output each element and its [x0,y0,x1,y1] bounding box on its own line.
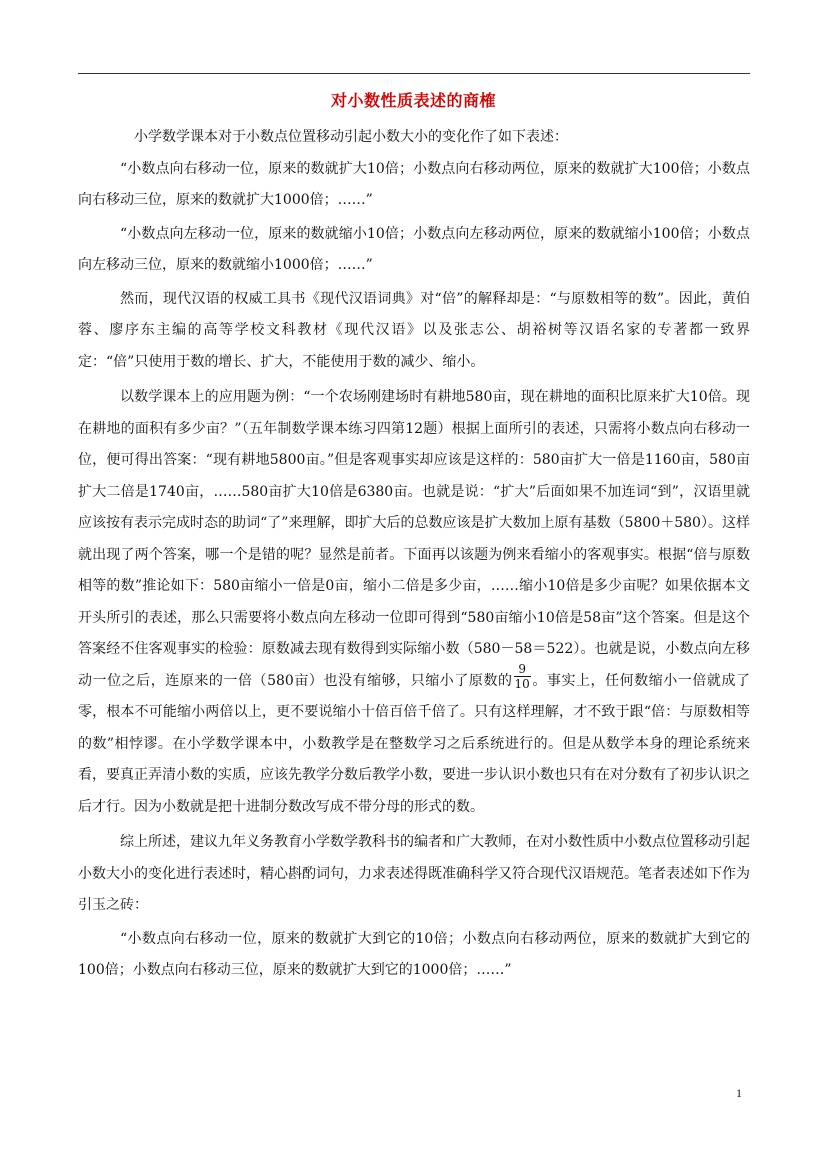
paragraph-proposal: “小数点向右移动一位，原来的数就扩大到它的10倍；小数点向右移动两位，原来的数就扩大到它的100倍；小数点向右移动三位，原来的数就扩大到它的1000倍；……” [78,930,750,978]
fraction-denominator: 10 [514,677,530,691]
paragraph-conclusion: 综上所述，建议九年义务教育小学数学教科书的编者和广大教师，在对小数性质中小数点位置移动引起小数大小的变化进行表述时，精心斟酌词句，力求表述得既准确科学又符合现代汉语规范。笔者表述如下作为引玉之砖： [78,834,750,913]
document-body [78,122,750,987]
fraction-nine-tenths [514,662,531,691]
paragraph-quote-left: “小数点向左移动一位，原来的数就缩小10倍；小数点向左移动两位，原来的数就缩小100倍；小数点向左移动三位，原来的数就缩小1000倍；……” [78,225,750,273]
paragraph-dictionary: 然而，现代汉语的权威工具书《现代汉语词典》对“倍”的解释却是：“与原数相等的数”。因此，黄伯蓉、廖序东主编的高等学校文科教材《现代汉语》以及张志公、胡裕树等汉语名家的专著都一致界定：“倍”只使用于数的增长、扩大，不能使用于数的减少、缩小。 [78,290,750,370]
header-rule [78,73,750,74]
document-title: 对小数性质表述的商榷 [330,91,496,110]
example-text-part2: 。事实上，任何数缩小一倍就成了零，根本不可能缩小两倍以上，更不要说缩小十倍百倍千倍了。只有这样理解，才不致于跟“倍：与原数相等的数”相悖谬。在小学数学课本中，小数教学是在整数学习之后系统进行的。但是从数学本身的理论系统来看，要真正弄清小数的实质，应该先教学分数后教学小数，要进一步认识小数也只有在对分数有了初步认识之后才行。因为小数就是把十进制分数改写成不带分母的形式的数。 [78,672,750,815]
page-number: 1 [736,1086,742,1100]
paragraph-intro: 小学数学课本对于小数点位置移动引起小数大小的变化作了如下表述： [134,129,568,145]
fraction-numerator: 9 [514,662,531,677]
paragraph-quote-right: “小数点向右移动一位，原来的数就扩大10倍；小数点向右移动两位，原来的数就扩大100倍；小数点向右移动三位，原来的数就扩大1000倍；……” [78,160,750,208]
paragraph-example [78,382,750,823]
example-text-part1: 以数学课本上的应用题为例：“一个农场刚建场时有耕地580亩，现在耕地的面积比原来扩大10倍。现在耕地的面积有多少亩？”（五年制数学课本练习四第12题）根据上面所引的表述，只需将小数点向右移动一位，便可得出答案：“现有耕地5800亩。”但是客观事实却应该是这样的：580亩扩大一倍是1160亩，580亩扩大二倍是1740亩，……580亩扩大10倍是6380亩。也就是说：“扩大”后面如果不加连词“到”，汉语里就应该按有表示完成时态的助词“了”来理解，即扩大后的总数应该是扩大数加上原有基数（5800＋580）。这样就出现了两个答案，哪一个是错的呢？显然是前者。下面再以该题为例来看缩小的客观事实。根据“倍与原数相等的数”推论如下：580亩缩小一倍是0亩，缩小二倍是多少亩，……缩小10倍是多少亩呢？如果依据本文开头所引的表述，那么只需要将小数点向左移动一位即可得到“580亩缩小10倍是58亩”这个答案。但是这个答案经不住客观事实的检验：原数减去现有数得到实际缩小数（580－58＝522）。也就是说，小数点向左移动一位之后，连原来的一倍（580亩）也没有缩够，只缩小了原数的 [78,389,750,689]
